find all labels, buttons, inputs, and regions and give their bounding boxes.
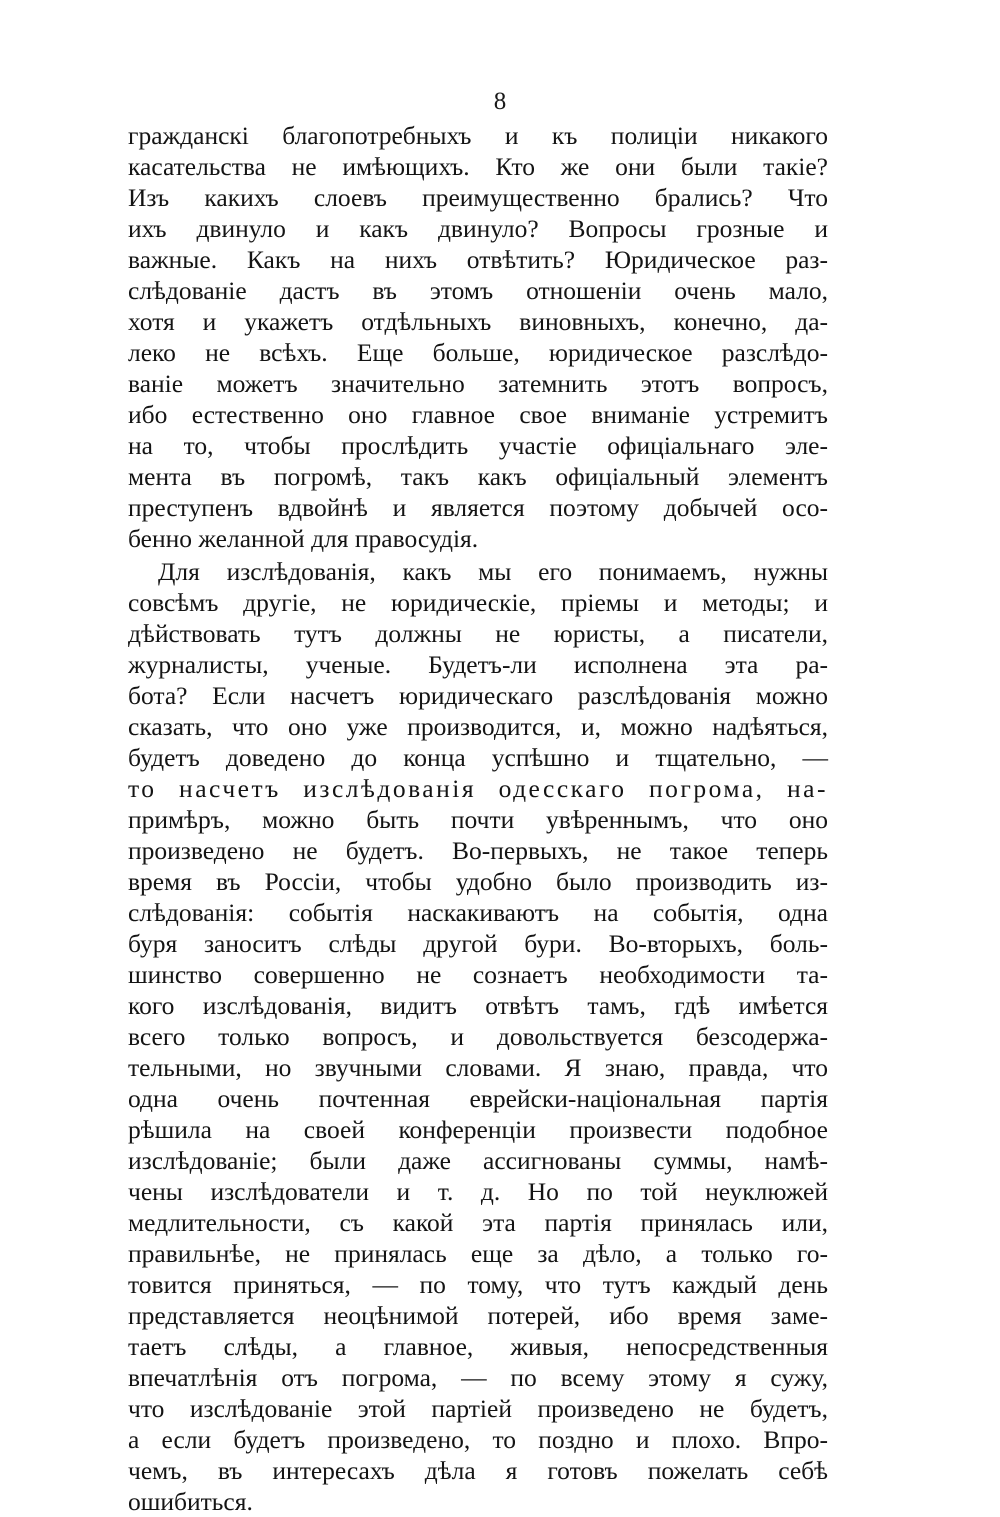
text-line: правильнѣе, не принялась еще за дѣло, а только го- (128, 1239, 828, 1268)
text-line: мента въ погромѣ, такъ какъ офиціальный элементъ (128, 462, 828, 491)
text-line: дѣйствовать тутъ должны не юристы, а писатели, (128, 619, 828, 648)
text-line: хотя и укажетъ отдѣльныхъ виновныхъ, конечно, да- (128, 307, 828, 336)
page-number: 8 (493, 88, 507, 115)
text-line: бота? Если насчетъ юридическаго разслѣдованія можно (128, 681, 828, 710)
text-line: будетъ доведено до конца успѣшно и тщательно, — (128, 743, 828, 772)
paragraph-1 (128, 120, 828, 554)
text-line: гражданскі благопотребныхъ и къ полиціи никакого (128, 121, 828, 150)
text-line: леко не всѣхъ. Еще больше, юридическое разслѣдо- (128, 338, 828, 367)
text-line: кого изслѣдованія, видитъ отвѣтъ тамъ, гдѣ имѣется (128, 991, 828, 1020)
text-line: медлительности, съ какой эта партія принялась или, (128, 1208, 828, 1237)
text-line: совсѣмъ другіе, не юридическіе, пріемы и методы; и (128, 588, 828, 617)
text-line: тельными, но звучными словами. Я знаю, правда, что (128, 1053, 828, 1082)
text-line: то насчетъ изслѣдованія одесскаго погрома, на- (128, 774, 828, 803)
text-line: произведено не будетъ. Во-первыхъ, не такое теперь (128, 836, 828, 865)
text-line: а если будетъ произведено, то поздно и плохо. Впро- (128, 1425, 828, 1454)
text-line: впечатлѣнія отъ погрома, — по всему этому я сужу, (128, 1363, 828, 1392)
text-line: время въ Россіи, чтобы удобно было производить из- (128, 867, 828, 896)
text-line: ошибиться. (128, 1487, 253, 1516)
text-line: всего только вопросъ, и довольствуется безсодержа- (128, 1022, 828, 1051)
text-line: шинство совершенно не сознаетъ необходимости та- (128, 960, 828, 989)
text-line: журналисты, ученые. Будетъ-ли исполнена эта ра- (128, 650, 828, 679)
text-line: таетъ слѣды, а главное, живыя, непосредственныя (128, 1332, 828, 1361)
text-line: изслѣдованіе; были даже ассигнованы суммы, намѣ- (128, 1146, 828, 1175)
text-line: сказать, что оно уже производится, и, можно надѣяться, (128, 712, 828, 741)
text-line: на то, чтобы прослѣдить участіе офиціальнаго эле- (128, 431, 828, 460)
text-line: чены изслѣдователи и т. д. Но по той неуклюжей (128, 1177, 828, 1206)
paragraph-2 (128, 556, 828, 1517)
text-line: примѣръ, можно быть почти увѣреннымъ, что оно (128, 805, 828, 834)
text-line: важные. Какъ на нихъ отвѣтить? Юридическое раз- (128, 245, 828, 274)
text-line: товится приняться, — по тому, что тутъ каждый день (128, 1270, 828, 1299)
text-line: преступенъ вдвойнѣ и является поэтому добычей осо- (128, 493, 828, 522)
text-line: Для изслѣдованія, какъ мы его понимаемъ, нужны (158, 557, 828, 586)
text-line: бенно желанной для правосудія. (128, 524, 479, 553)
text-line: слѣдованіе дастъ въ этомъ отношеніи очень мало, (128, 276, 828, 305)
text-line: буря заноситъ слѣды другой бури. Во-вторыхъ, боль- (128, 929, 828, 958)
text-line: ибо естественно оно главное свое вниманіе устремитъ (128, 400, 828, 429)
text-line: что изслѣдованіе этой партіей произведено не будетъ, (128, 1394, 828, 1423)
text-line: ихъ двинуло и какъ двинуло? Вопросы грозные и (128, 214, 828, 243)
text-line: представляется неоцѣнимой потерей, ибо время заме- (128, 1301, 828, 1330)
text-line: рѣшила на своей конференціи произвести подобное (128, 1115, 828, 1144)
body-text (128, 120, 828, 1517)
text-line: Изъ какихъ слоевъ преимущественно брались? Что (128, 183, 828, 212)
text-line: ваніе можетъ значительно затемнить этотъ вопросъ, (128, 369, 828, 398)
text-line: чемъ, въ интересахъ дѣла я готовъ пожелать себѣ (128, 1456, 828, 1485)
text-line: слѣдованія: событія наскакиваютъ на событія, одна (128, 898, 828, 927)
text-line: одна очень почтенная еврейски-національная партія (128, 1084, 828, 1113)
text-line: касательства не имѣющихъ. Кто же они были такіе? (128, 152, 828, 181)
